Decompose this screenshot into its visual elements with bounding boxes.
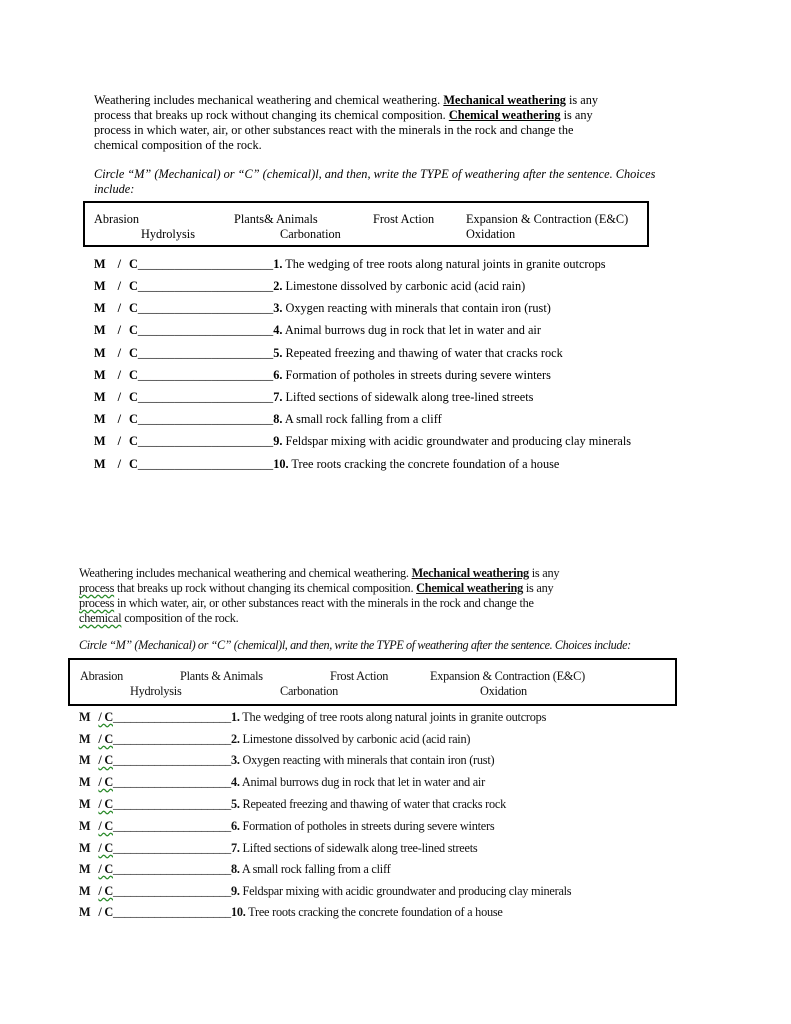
- option-c[interactable]: C: [129, 323, 138, 337]
- choice-hydrolysis: Hydrolysis: [141, 227, 195, 241]
- choices-box: [83, 201, 649, 247]
- choice-expansion-contraction: Expansion & Contraction (E&C): [466, 212, 629, 226]
- answer-blank[interactable]: ______________________: [137, 301, 274, 315]
- option-c[interactable]: / C: [98, 862, 113, 876]
- option-slash: /: [117, 412, 122, 426]
- question-row: [79, 905, 503, 920]
- question-row: [79, 841, 477, 856]
- option-slash: /: [117, 390, 122, 404]
- answer-blank[interactable]: ____________________: [112, 732, 231, 746]
- question-row: [94, 434, 631, 449]
- intro-line-4: chemical composition of the rock.: [94, 138, 262, 152]
- option-m[interactable]: M: [79, 775, 91, 789]
- option-m[interactable]: M: [94, 279, 106, 293]
- question-number: 10.: [230, 905, 246, 919]
- question-text: Feldspar mixing with acidic groundwater and producing clay minerals: [282, 434, 632, 448]
- choice-oxidation: Oxidation: [480, 684, 527, 698]
- question-number: 6.: [230, 819, 240, 833]
- option-c[interactable]: / C: [98, 710, 113, 724]
- question-row: [79, 819, 494, 834]
- question-text: A small rock falling from a cliff: [239, 862, 391, 876]
- option-c[interactable]: / C: [98, 797, 113, 811]
- option-m[interactable]: M: [94, 257, 106, 271]
- answer-blank[interactable]: ______________________: [137, 434, 274, 448]
- question-row: [94, 390, 533, 405]
- question-text: Tree roots cracking the concrete foundation of a house: [288, 457, 560, 471]
- question-row: [79, 775, 485, 790]
- option-c[interactable]: C: [129, 279, 138, 293]
- intro-text: is any: [525, 581, 554, 595]
- question-number: 9.: [230, 884, 240, 898]
- question-number: 7.: [230, 841, 240, 855]
- question-text: Animal burrows dug in rock that let in water and air: [282, 323, 541, 337]
- choice-expansion-contraction: Expansion & Contraction (E&C): [430, 669, 585, 683]
- option-slash: /: [117, 257, 122, 271]
- answer-blank[interactable]: ____________________: [112, 862, 231, 876]
- option-m[interactable]: M: [79, 710, 91, 724]
- intro-text: Weathering includes mechanical weathering and chemical weathering.: [79, 566, 409, 580]
- question-row: [79, 753, 494, 768]
- question-number: 3.: [230, 753, 240, 767]
- choice-frost-action: Frost Action: [330, 669, 389, 683]
- question-row: [94, 368, 551, 383]
- answer-blank[interactable]: ____________________: [112, 753, 231, 767]
- question-row: [79, 884, 571, 899]
- question-text: A small rock falling from a cliff: [282, 412, 442, 426]
- choice-carbonation: Carbonation: [280, 684, 339, 698]
- scan-instruction: Circle “M” (Mechanical) or “C” (chemical)l, and then, write the TYPE of weathering after the sentence. Choices include:: [79, 638, 631, 652]
- question-number: 10.: [273, 457, 289, 471]
- question-text: Repeated freezing and thawing of water that cracks rock: [239, 797, 506, 811]
- option-c[interactable]: / C: [98, 905, 113, 919]
- question-text: The wedging of tree roots along natural joints in granite outcrops: [282, 257, 606, 271]
- choice-frost-action: Frost Action: [373, 212, 435, 226]
- option-m[interactable]: M: [79, 732, 91, 746]
- instruction-line-2: include:: [94, 182, 135, 196]
- question-number: 7.: [273, 390, 283, 404]
- answer-blank[interactable]: ______________________: [137, 346, 274, 360]
- choice-carbonation: Carbonation: [280, 227, 341, 241]
- question-row: [94, 346, 563, 361]
- answer-blank[interactable]: ______________________: [137, 412, 274, 426]
- option-c[interactable]: / C: [98, 732, 113, 746]
- option-m[interactable]: M: [94, 434, 106, 448]
- question-text: Tree roots cracking the concrete foundation of a house: [245, 905, 503, 919]
- choice-plants-animals: Plants & Animals: [180, 669, 263, 683]
- option-m[interactable]: M: [94, 301, 106, 315]
- option-c[interactable]: C: [129, 368, 138, 382]
- question-number: 8.: [230, 862, 240, 876]
- mechanical-weathering-term: Mechanical weathering: [443, 93, 566, 107]
- scan-intro-line-3: [79, 596, 534, 611]
- question-row: [79, 862, 390, 877]
- option-c[interactable]: C: [129, 346, 138, 360]
- option-c[interactable]: / C: [98, 841, 113, 855]
- answer-blank[interactable]: ____________________: [112, 905, 231, 919]
- question-number: 4.: [273, 323, 283, 337]
- question-text: Limestone dissolved by carbonic acid (acid rain): [239, 732, 471, 746]
- question-number: 1.: [273, 257, 283, 271]
- option-slash: /: [117, 457, 122, 471]
- option-m[interactable]: M: [79, 905, 91, 919]
- answer-blank[interactable]: ____________________: [112, 797, 231, 811]
- chemical-weathering-term: Chemical weathering: [448, 108, 561, 122]
- option-slash: /: [117, 323, 122, 337]
- option-c[interactable]: C: [129, 412, 138, 426]
- question-text: Animal burrows dug in rock that let in water and air: [239, 775, 485, 789]
- option-m[interactable]: M: [94, 323, 106, 337]
- question-row: [79, 732, 470, 747]
- option-slash: /: [117, 301, 122, 315]
- intro-line-3: process in which water, air, or other substances react with the minerals in the rock and change the: [94, 123, 574, 137]
- option-m[interactable]: M: [94, 390, 106, 404]
- spellcheck-word: process: [79, 596, 115, 610]
- spellcheck-word: process: [79, 581, 115, 595]
- question-number: 2.: [273, 279, 283, 293]
- question-text: Limestone dissolved by carbonic acid (acid rain): [282, 279, 526, 293]
- intro-text: is any: [563, 108, 593, 122]
- question-number: 5.: [230, 797, 240, 811]
- answer-blank[interactable]: ____________________: [112, 884, 231, 898]
- scan-intro-line-1: [79, 566, 559, 581]
- choice-abrasion: Abrasion: [80, 669, 124, 683]
- option-m[interactable]: M: [94, 346, 106, 360]
- answer-blank[interactable]: ____________________: [112, 775, 231, 789]
- answer-blank[interactable]: ______________________: [137, 457, 274, 471]
- option-c[interactable]: C: [129, 390, 138, 404]
- intro-text: in which water, air, or other substances react with the minerals in the rock and change the: [116, 596, 534, 610]
- spellcheck-word: chemical: [79, 611, 122, 625]
- question-number: 2.: [230, 732, 240, 746]
- choice-oxidation: Oxidation: [466, 227, 516, 241]
- question-text: Feldspar mixing with acidic groundwater and producing clay minerals: [239, 884, 572, 898]
- answer-blank[interactable]: ______________________: [137, 279, 274, 293]
- option-m[interactable]: M: [94, 412, 106, 426]
- option-m[interactable]: M: [79, 797, 91, 811]
- option-c[interactable]: / C: [98, 753, 113, 767]
- chemical-weathering-term: Chemical weathering: [416, 581, 524, 595]
- choice-abrasion: Abrasion: [94, 212, 140, 226]
- intro-text: process that breaks up rock without changing its chemical composition.: [94, 108, 446, 122]
- option-slash: /: [117, 346, 122, 360]
- intro-text: composition of the rock.: [124, 611, 239, 625]
- mechanical-weathering-term: Mechanical weathering: [411, 566, 529, 580]
- question-text: Oxygen reacting with minerals that contain iron (rust): [239, 753, 495, 767]
- question-number: 6.: [273, 368, 283, 382]
- question-text: Lifted sections of sidewalk along tree-lined streets: [239, 841, 478, 855]
- question-number: 8.: [273, 412, 283, 426]
- answer-blank[interactable]: ____________________: [112, 819, 231, 833]
- question-number: 1.: [230, 710, 240, 724]
- question-text: Formation of potholes in streets during severe winters: [282, 368, 551, 382]
- intro-line-1: [94, 93, 598, 108]
- question-row: [79, 710, 546, 725]
- scan-intro-line-2: [79, 581, 553, 596]
- question-number: 9.: [273, 434, 283, 448]
- option-m[interactable]: M: [79, 862, 91, 876]
- option-m[interactable]: M: [79, 841, 91, 855]
- choice-plants-animals: Plants& Animals: [234, 212, 318, 226]
- question-text: The wedging of tree roots along natural joints in granite outcrops: [239, 710, 547, 724]
- answer-blank[interactable]: ______________________: [137, 368, 274, 382]
- option-c[interactable]: C: [129, 457, 138, 471]
- option-slash: /: [117, 279, 122, 293]
- option-c[interactable]: C: [129, 434, 138, 448]
- question-row: [79, 797, 506, 812]
- answer-blank[interactable]: ______________________: [137, 323, 274, 337]
- intro-text: Weathering includes mechanical weathering and chemical weathering.: [94, 93, 441, 107]
- option-m[interactable]: M: [79, 753, 91, 767]
- question-row: [94, 412, 442, 427]
- question-number: 5.: [273, 346, 283, 360]
- option-c[interactable]: / C: [98, 819, 113, 833]
- option-m[interactable]: M: [94, 457, 106, 471]
- answer-blank[interactable]: ______________________: [137, 257, 274, 271]
- intro-text: is any: [569, 93, 599, 107]
- intro-text: that breaks up rock without changing its chemical composition.: [116, 581, 414, 595]
- question-row: [94, 457, 559, 472]
- option-c[interactable]: C: [129, 257, 138, 271]
- scan-choices-box: [68, 658, 677, 706]
- option-m[interactable]: M: [94, 368, 106, 382]
- answer-blank[interactable]: ____________________: [112, 841, 231, 855]
- option-c[interactable]: C: [129, 301, 138, 315]
- option-m[interactable]: M: [79, 819, 91, 833]
- instruction-line-1: Circle “M” (Mechanical) or “C” (chemical)l, and then, write the TYPE of weathering after the sentence. Choices: [94, 167, 656, 181]
- question-number: 3.: [273, 301, 283, 315]
- option-slash: /: [117, 368, 122, 382]
- intro-text: is any: [531, 566, 560, 580]
- intro-line-2: [94, 108, 593, 123]
- choice-hydrolysis: Hydrolysis: [130, 684, 182, 698]
- question-text: Formation of potholes in streets during severe winters: [239, 819, 495, 833]
- question-row: [94, 323, 541, 338]
- option-m[interactable]: M: [79, 884, 91, 898]
- answer-blank[interactable]: ____________________: [112, 710, 231, 724]
- option-c[interactable]: / C: [98, 775, 113, 789]
- question-text: Oxygen reacting with minerals that contain iron (rust): [282, 301, 551, 315]
- option-c[interactable]: / C: [98, 884, 113, 898]
- question-text: Repeated freezing and thawing of water that cracks rock: [282, 346, 563, 360]
- answer-blank[interactable]: ______________________: [137, 390, 274, 404]
- scan-intro-line-4: [79, 611, 238, 626]
- question-row: [94, 279, 525, 294]
- option-slash: /: [117, 434, 122, 448]
- question-row: [94, 257, 606, 272]
- question-number: 4.: [230, 775, 240, 789]
- question-text: Lifted sections of sidewalk along tree-lined streets: [282, 390, 534, 404]
- question-row: [94, 301, 551, 316]
